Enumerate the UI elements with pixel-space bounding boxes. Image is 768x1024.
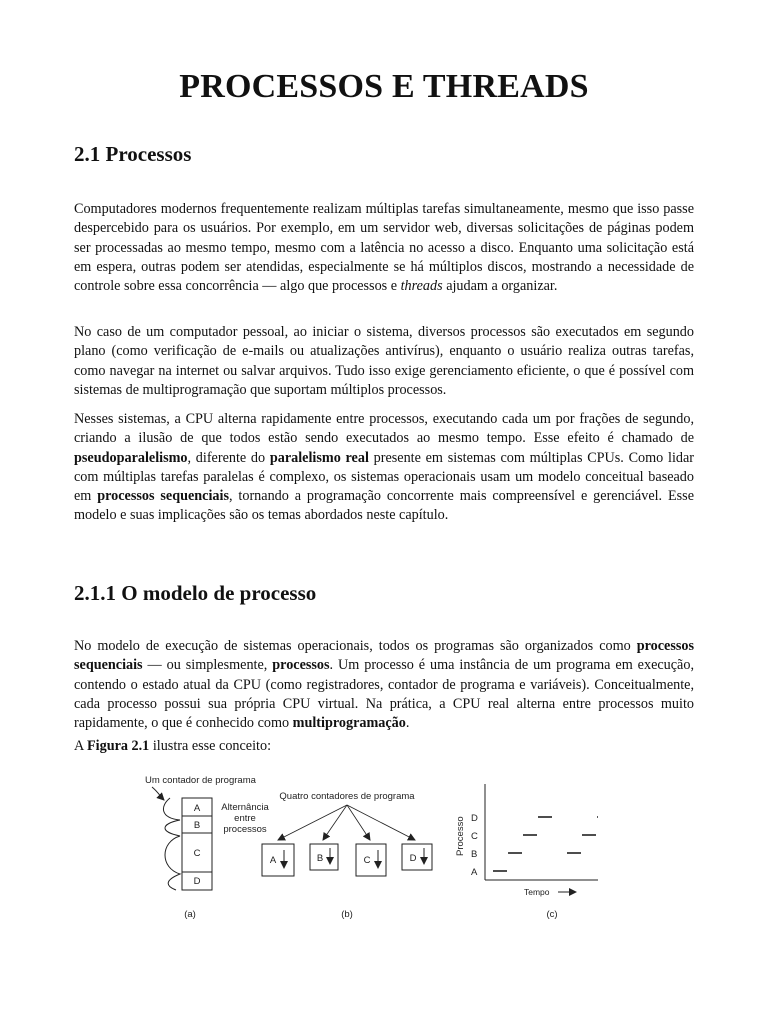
text-run: Computadores modernos frequentemente realizam múltiplas tarefas simultaneamente, mesmo que isso passe despercebido para os usuários. Por exemplo, em um servidor web, diversas solicitações de páginas podem ser processadas ao mesmo tempo, mesmo com a latência no acesso a disco. Enquanto uma solicitação está em espera, outras podem ser atendidas, especialmente se há múltiplos discos, mostrando a necessidade de controle sobre essa concorrência — algo que processos e (74, 201, 694, 295)
process-label-b: B (316, 853, 324, 864)
bold-term-multiprogramacao: multiprogramação (292, 715, 406, 732)
tick-label-c: C (471, 831, 478, 842)
label-alternation-2: entre (234, 813, 256, 824)
tick-label-a: A (471, 867, 478, 878)
bold-term-processos-sequenciais: processos sequenciais (74, 638, 694, 674)
text-run: . Um processo é uma instância de um programa em execução, contendo o estado atual da CPU (como registradores, contador de programa e variáveis). Conceitualmente, cada processo possui sua própria CPU virtual. Na prática, a CPU real alterna entre processos muito rapidamente, o que é conhecido como (74, 657, 694, 732)
section-heading-processos: 2.1 Processos (74, 142, 192, 166)
text-run: No modelo de execução de sistemas operacionais, todos os programas são organizados como (74, 638, 637, 654)
figure-reference: Figura 2.1 (87, 738, 150, 754)
caption-a: (a) (184, 909, 196, 920)
memory-block-c: C (193, 848, 201, 859)
paragraph-intro (74, 200, 694, 296)
paragraph-pc: No caso de um computador pessoal, ao iniciar o sistema, diversos processos são executados em segundo plano (como verificação de e-mails ou atualizações antivírus), enquanto o usuário realiza outras tarefas, como navegar na internet ou salvar arquivos. Tudo isso exige gerenciamento eficiente, o que é possível com sistemas de multiprogramação que suportam múltiplos processos. (74, 324, 694, 398)
memory-block-d: D (193, 876, 201, 887)
text-run: — ou simplesmente, (142, 657, 273, 674)
caption-c: (c) (546, 909, 558, 920)
text-run: ajudam a organizar. (442, 278, 558, 295)
italic-term-threads: threads (400, 278, 443, 295)
memory-block-a: A (193, 803, 201, 814)
axis-label-time: Tempo (524, 887, 550, 897)
counter-arrow-d (347, 805, 415, 840)
figure-2-1 (140, 770, 600, 930)
page-title: PROCESSOS E THREADS (179, 68, 589, 105)
label-four-counters: Quatro contadores de programa (279, 791, 415, 802)
section-heading-modelo-processo: 2.1.1 O modelo de processo (74, 581, 317, 605)
bold-term-processos: processos (272, 657, 330, 674)
text-run: Nesses sistemas, a CPU alterna rapidamente entre processos, executando cada um por frações de segundo, criando a ilusão de que todos estão sendo executados ao mesmo tempo. Esse efeito é chamado de (74, 411, 694, 447)
text-run: , diferente do (187, 449, 270, 466)
process-box-d (402, 844, 432, 870)
process-label-a: A (269, 855, 277, 866)
caption-b: (b) (341, 909, 353, 920)
counter-arrow-c (347, 805, 370, 840)
text-run: A (74, 738, 88, 754)
bold-term-paralelismo-real: paralelismo real (269, 449, 369, 466)
text-run: , tornando a programação concorrente mais compreensível e gerenciável. Esse modelo e suas implicações são os temas abordados neste capítulo. (74, 488, 695, 524)
memory-block-b: B (193, 820, 201, 831)
label-alternation-3: processos (223, 824, 267, 835)
process-box-c (356, 844, 386, 876)
label-one-counter: Um contador de programa (145, 775, 256, 786)
axis-label-process: Processo (455, 816, 466, 856)
counter-arrow-b (323, 805, 347, 840)
text-run: presente em sistemas com múltiplas CPUs. Como lidar com múltiplas tarefas paralelas é complexo, os sistemas operacionais usam um modelo conceitual baseado em (74, 449, 695, 505)
bold-term-processos-sequenciais: processos sequenciais (97, 488, 229, 505)
process-label-d: D (409, 853, 417, 864)
paragraph-figure-ref (74, 737, 694, 756)
process-box-a (262, 844, 294, 876)
tick-label-d: D (471, 813, 478, 824)
label-alternation-1: Alternância (221, 802, 269, 813)
text-run: . (405, 715, 410, 732)
switch-curve (163, 798, 180, 890)
tick-label-b: B (471, 849, 478, 860)
paragraph-process-model (74, 637, 694, 733)
figure-svg (140, 770, 600, 930)
bold-term-pseudoparalelismo: pseudoparalelismo (74, 449, 188, 466)
process-box-b (310, 844, 338, 870)
text-run: ilustra esse conceito: (149, 738, 272, 754)
process-label-c: C (363, 855, 371, 866)
paragraph-pseudoparallelism (74, 410, 694, 526)
counter-pointer-arrow (152, 787, 164, 800)
counter-arrow-a (278, 805, 347, 840)
